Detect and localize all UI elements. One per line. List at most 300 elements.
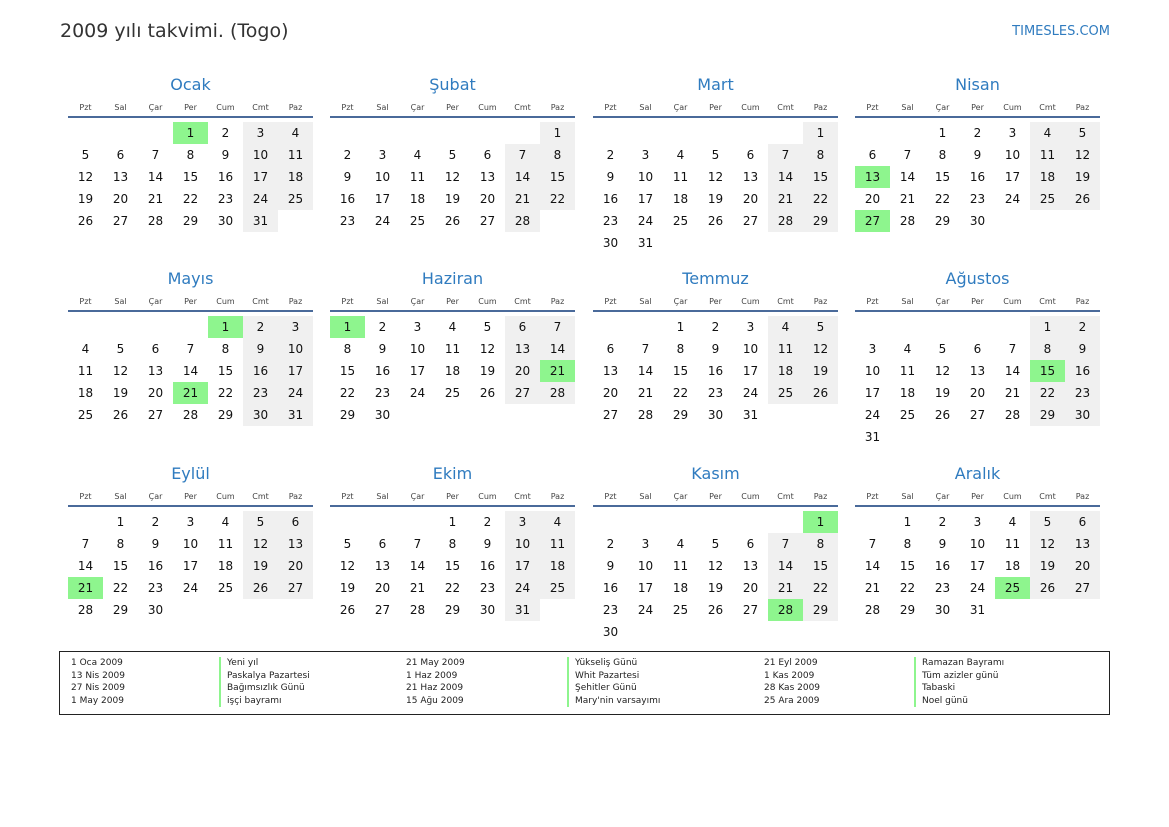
day-cell: 22 [444, 581, 461, 595]
days-grid [593, 122, 838, 254]
weekday-header [68, 98, 313, 118]
day-cell: 24 [374, 214, 391, 228]
day-cell: 1 [1030, 316, 1065, 338]
day-cell: 1 [116, 515, 125, 529]
day-cell: 11 [672, 559, 689, 573]
holiday-date: 1 Haz 2009 [406, 670, 458, 681]
month-calendar [68, 461, 313, 621]
empty-cell [663, 511, 698, 533]
holiday-date: 13 Nis 2009 [71, 670, 125, 681]
day-cell: 9 [1065, 338, 1100, 360]
month-title: Haziran [421, 269, 484, 288]
holiday-date: 1 Kas 2009 [764, 670, 815, 681]
holiday-name: Tabaski [914, 682, 1004, 695]
weekday-label: Pzt [341, 103, 354, 112]
day-cell: 29 [803, 210, 838, 232]
day-cell: 7 [768, 144, 803, 166]
day-cell: 29 [217, 408, 234, 422]
weekday-label: Paz [813, 492, 828, 501]
month-calendar [593, 266, 838, 426]
day-cell: 12 [112, 364, 129, 378]
weekday-label: Per [709, 103, 722, 112]
day-cell: 11 [1004, 537, 1021, 551]
weekday-label: Çar [148, 103, 163, 112]
day-cell: 5 [243, 511, 278, 533]
day-cell: 26 [707, 214, 724, 228]
day-cell: 19 [243, 555, 278, 577]
day-cell: 27 [505, 382, 540, 404]
day-cell: 13 [147, 364, 164, 378]
day-cell: 9 [243, 338, 278, 360]
day-cell: 20 [864, 192, 881, 206]
holiday-names-col-2 [567, 657, 660, 707]
holiday-day-cell: 15 [1030, 360, 1065, 382]
day-cell: 8 [938, 148, 947, 162]
weekday-label: Çar [935, 103, 950, 112]
weekday-label: Çar [673, 297, 688, 306]
day-cell: 17 [864, 386, 881, 400]
weekday-label: Cum [1003, 297, 1022, 306]
day-cell: 8 [221, 342, 230, 356]
holiday-day-cell: 1 [173, 122, 208, 144]
weekday-label: Per [971, 297, 984, 306]
weekday-label: Cum [216, 103, 235, 112]
month-calendar [330, 72, 575, 232]
day-cell: 26 [243, 577, 278, 599]
day-cell: 14 [409, 559, 426, 573]
day-cell: 4 [278, 122, 313, 144]
day-cell: 4 [81, 342, 90, 356]
day-cell: 19 [934, 386, 951, 400]
month-calendar [855, 72, 1100, 232]
weekday-label: Cmt [514, 492, 531, 501]
weekday-label: Per [184, 297, 197, 306]
day-cell: 28 [505, 210, 540, 232]
day-cell: 15 [934, 170, 951, 184]
empty-cell [628, 511, 663, 533]
day-cell: 20 [602, 386, 619, 400]
day-cell: 2 [973, 126, 982, 140]
day-cell: 22 [182, 192, 199, 206]
day-cell: 14 [1004, 364, 1021, 378]
day-cell: 19 [339, 581, 356, 595]
day-cell: 19 [803, 360, 838, 382]
weekday-label: Paz [1075, 103, 1090, 112]
day-cell: 27 [479, 214, 496, 228]
day-cell: 16 [707, 364, 724, 378]
day-cell: 15 [672, 364, 689, 378]
weekday-label: Paz [1075, 492, 1090, 501]
weekday-label: Sal [376, 492, 389, 501]
day-cell: 7 [868, 537, 877, 551]
day-cell: 4 [1008, 515, 1017, 529]
day-cell: 24 [637, 603, 654, 617]
day-cell: 20 [1065, 555, 1100, 577]
days-grid [68, 122, 313, 232]
day-cell: 5 [448, 148, 457, 162]
day-cell: 11 [1030, 144, 1065, 166]
day-cell: 25 [540, 577, 575, 599]
month-title: Kasım [691, 464, 740, 483]
day-cell: 8 [803, 533, 838, 555]
weekday-label: Cum [1003, 103, 1022, 112]
holiday-name: işçi bayramı [219, 695, 310, 708]
weekday-header [593, 487, 838, 507]
day-cell: 15 [182, 170, 199, 184]
day-cell: 2 [221, 126, 230, 140]
weekday-label: Çar [410, 297, 425, 306]
weekday-label: Sal [639, 492, 652, 501]
weekday-label: Per [446, 492, 459, 501]
day-cell: 26 [444, 214, 461, 228]
site-link[interactable]: TIMESLES.COM [1012, 24, 1110, 39]
day-cell: 3 [186, 515, 195, 529]
empty-cell [768, 511, 803, 533]
day-cell: 13 [602, 364, 619, 378]
day-cell: 16 [969, 170, 986, 184]
day-cell: 30 [479, 603, 496, 617]
day-cell: 1 [938, 126, 947, 140]
day-cell: 18 [217, 559, 234, 573]
holiday-day-cell: 1 [208, 316, 243, 338]
day-cell: 24 [409, 386, 426, 400]
weekday-label: Paz [813, 297, 828, 306]
day-cell: 25 [77, 408, 94, 422]
weekday-label: Cum [741, 297, 760, 306]
day-cell: 4 [448, 320, 457, 334]
day-cell: 22 [540, 188, 575, 210]
weekday-label: Çar [935, 492, 950, 501]
holiday-day-cell: 21 [68, 577, 103, 599]
empty-cell [103, 122, 138, 144]
day-cell: 2 [483, 515, 492, 529]
day-cell: 12 [77, 170, 94, 184]
day-cell: 12 [243, 533, 278, 555]
day-cell: 9 [151, 537, 160, 551]
day-cell: 17 [409, 364, 426, 378]
day-cell: 16 [479, 559, 496, 573]
holiday-date: 21 Eyl 2009 [764, 658, 818, 668]
day-cell: 5 [711, 537, 720, 551]
day-cell: 6 [746, 537, 755, 551]
weekday-label: Pzt [604, 297, 617, 306]
day-cell: 16 [602, 192, 619, 206]
day-cell: 27 [374, 603, 391, 617]
day-cell: 18 [444, 364, 461, 378]
day-cell: 14 [899, 170, 916, 184]
day-cell: 4 [903, 342, 912, 356]
day-cell: 9 [378, 342, 387, 356]
month-title: Eylül [171, 464, 210, 483]
day-cell: 3 [413, 320, 422, 334]
day-cell: 22 [803, 188, 838, 210]
day-cell: 30 [602, 625, 619, 639]
weekday-header [855, 292, 1100, 312]
day-cell: 28 [540, 382, 575, 404]
day-cell: 30 [934, 603, 951, 617]
weekday-label: Paz [550, 297, 565, 306]
empty-cell [890, 122, 925, 144]
day-cell: 30 [1065, 404, 1100, 426]
day-cell: 18 [540, 555, 575, 577]
day-cell: 19 [1030, 555, 1065, 577]
day-cell: 16 [243, 360, 278, 382]
day-cell: 23 [147, 581, 164, 595]
empty-cell [960, 316, 995, 338]
days-grid [68, 316, 313, 426]
day-cell: 18 [768, 360, 803, 382]
day-cell: 16 [217, 170, 234, 184]
day-cell: 19 [1065, 166, 1100, 188]
day-cell: 2 [243, 316, 278, 338]
weekday-label: Cum [478, 297, 497, 306]
holiday-name: Mary'nin varsayımı [567, 695, 660, 708]
day-cell: 30 [602, 236, 619, 250]
day-cell: 1 [803, 122, 838, 144]
day-cell: 26 [707, 603, 724, 617]
day-cell: 17 [374, 192, 391, 206]
day-cell: 25 [768, 382, 803, 404]
empty-cell [733, 122, 768, 144]
day-cell: 6 [116, 148, 125, 162]
day-cell: 6 [868, 148, 877, 162]
day-cell: 17 [742, 364, 759, 378]
day-cell: 28 [77, 603, 94, 617]
month-calendar [68, 266, 313, 426]
day-cell: 6 [1065, 511, 1100, 533]
day-cell: 29 [1030, 404, 1065, 426]
holiday-names-col-3 [914, 657, 1004, 707]
day-cell: 20 [479, 192, 496, 206]
day-cell: 31 [864, 430, 881, 444]
day-cell: 11 [77, 364, 94, 378]
weekday-label: Sal [114, 103, 127, 112]
day-cell: 12 [444, 170, 461, 184]
day-cell: 23 [602, 603, 619, 617]
day-cell: 20 [742, 581, 759, 595]
weekday-label: Cum [741, 492, 760, 501]
day-cell: 10 [637, 170, 654, 184]
empty-cell [855, 122, 890, 144]
day-cell: 28 [899, 214, 916, 228]
day-cell: 6 [483, 148, 492, 162]
day-cell: 23 [243, 382, 278, 404]
day-cell: 10 [278, 338, 313, 360]
empty-cell [855, 511, 890, 533]
day-cell: 23 [1065, 382, 1100, 404]
holiday-name: Yükseliş Günü [567, 657, 660, 670]
empty-cell [330, 511, 365, 533]
day-cell: 8 [903, 537, 912, 551]
weekday-label: Paz [288, 492, 303, 501]
day-cell: 8 [116, 537, 125, 551]
day-cell: 17 [1004, 170, 1021, 184]
days-grid [330, 122, 575, 232]
day-cell: 25 [672, 214, 689, 228]
weekday-label: Pzt [79, 297, 92, 306]
weekday-label: Cum [478, 492, 497, 501]
day-cell: 27 [1065, 577, 1100, 599]
day-cell: 3 [278, 316, 313, 338]
day-cell: 30 [969, 214, 986, 228]
day-cell: 12 [934, 364, 951, 378]
day-cell: 29 [112, 603, 129, 617]
holiday-name: Paskalya Pazartesi [219, 670, 310, 683]
empty-cell [593, 122, 628, 144]
day-cell: 19 [444, 192, 461, 206]
weekday-label: Cmt [514, 297, 531, 306]
day-cell: 5 [81, 148, 90, 162]
day-cell: 21 [1004, 386, 1021, 400]
month-calendar [593, 72, 838, 254]
empty-cell [925, 316, 960, 338]
day-cell: 3 [243, 122, 278, 144]
month-calendar [855, 266, 1100, 448]
holiday-date: 28 Kas 2009 [764, 683, 821, 693]
day-cell: 15 [803, 166, 838, 188]
day-cell: 1 [903, 515, 912, 529]
day-cell: 4 [221, 515, 230, 529]
holiday-day-cell: 1 [803, 511, 838, 533]
day-cell: 27 [742, 603, 759, 617]
day-cell: 22 [1030, 382, 1065, 404]
holiday-date: 1 May 2009 [71, 695, 124, 706]
day-cell: 19 [479, 364, 496, 378]
empty-cell [628, 122, 663, 144]
day-cell: 5 [1030, 511, 1065, 533]
holiday-list [59, 651, 1110, 715]
day-cell: 23 [969, 192, 986, 206]
empty-cell [890, 316, 925, 338]
day-cell: 11 [540, 533, 575, 555]
day-cell: 29 [672, 408, 689, 422]
holiday-dates-col-2 [406, 657, 465, 707]
day-cell: 6 [378, 537, 387, 551]
empty-cell [365, 511, 400, 533]
day-cell: 7 [540, 316, 575, 338]
day-cell: 30 [707, 408, 724, 422]
day-cell: 22 [339, 386, 356, 400]
day-cell: 13 [969, 364, 986, 378]
weekday-header [330, 487, 575, 507]
holiday-day-cell: 13 [855, 166, 890, 188]
day-cell: 2 [343, 148, 352, 162]
day-cell: 9 [483, 537, 492, 551]
day-cell: 5 [938, 342, 947, 356]
day-cell: 21 [768, 188, 803, 210]
day-cell: 13 [505, 338, 540, 360]
weekday-label: Cmt [252, 297, 269, 306]
day-cell: 24 [864, 408, 881, 422]
day-cell: 28 [409, 603, 426, 617]
empty-cell [435, 122, 470, 144]
day-cell: 15 [803, 555, 838, 577]
weekday-label: Paz [288, 297, 303, 306]
empty-cell [68, 511, 103, 533]
day-cell: 23 [602, 214, 619, 228]
day-cell: 13 [278, 533, 313, 555]
day-cell: 29 [339, 408, 356, 422]
days-grid [855, 316, 1100, 448]
day-cell: 28 [182, 408, 199, 422]
day-cell: 16 [339, 192, 356, 206]
day-cell: 22 [934, 192, 951, 206]
day-cell: 26 [1030, 577, 1065, 599]
empty-cell [173, 316, 208, 338]
day-cell: 8 [186, 148, 195, 162]
day-cell: 26 [339, 603, 356, 617]
day-cell: 10 [505, 533, 540, 555]
empty-cell [400, 122, 435, 144]
month-calendar [593, 461, 838, 643]
day-cell: 9 [711, 342, 720, 356]
holiday-date: 21 May 2009 [406, 658, 465, 668]
day-cell: 10 [1004, 148, 1021, 162]
day-cell: 18 [77, 386, 94, 400]
day-cell: 12 [707, 170, 724, 184]
month-title: Temmuz [682, 269, 749, 288]
day-cell: 3 [378, 148, 387, 162]
day-cell: 31 [637, 236, 654, 250]
holiday-day-cell: 27 [855, 210, 890, 232]
day-cell: 10 [637, 559, 654, 573]
empty-cell [138, 122, 173, 144]
day-cell: 6 [278, 511, 313, 533]
day-cell: 3 [1008, 126, 1017, 140]
day-cell: 28 [1004, 408, 1021, 422]
month-title: Mayıs [167, 269, 214, 288]
weekday-label: Sal [639, 103, 652, 112]
weekday-header [855, 487, 1100, 507]
day-cell: 24 [637, 214, 654, 228]
weekday-label: Pzt [604, 492, 617, 501]
day-cell: 3 [746, 320, 755, 334]
days-grid [593, 316, 838, 426]
weekday-label: Pzt [866, 103, 879, 112]
day-cell: 4 [540, 511, 575, 533]
day-cell: 31 [505, 599, 540, 621]
day-cell: 1 [676, 320, 685, 334]
holiday-day-cell: 25 [995, 577, 1030, 599]
day-cell: 13 [742, 170, 759, 184]
weekday-label: Pzt [866, 297, 879, 306]
day-cell: 11 [768, 338, 803, 360]
weekday-label: Cmt [1039, 103, 1056, 112]
weekday-label: Per [709, 492, 722, 501]
weekday-label: Per [184, 492, 197, 501]
day-cell: 7 [505, 144, 540, 166]
holiday-date: 25 Ara 2009 [764, 695, 820, 706]
weekday-label: Cmt [252, 492, 269, 501]
day-cell: 31 [243, 210, 278, 232]
day-cell: 14 [77, 559, 94, 573]
month-title: Mart [697, 75, 734, 94]
day-cell: 25 [672, 603, 689, 617]
day-cell: 17 [637, 581, 654, 595]
weekday-label: Pzt [79, 492, 92, 501]
holiday-date: 27 Nis 2009 [71, 683, 125, 693]
empty-cell [628, 316, 663, 338]
empty-cell [365, 122, 400, 144]
weekday-label: Cmt [1039, 297, 1056, 306]
weekday-label: Pzt [604, 103, 617, 112]
empty-cell [330, 122, 365, 144]
holiday-date: 1 Oca 2009 [71, 658, 123, 668]
day-cell: 6 [746, 148, 755, 162]
day-cell: 29 [803, 599, 838, 621]
weekday-label: Sal [901, 492, 914, 501]
weekday-label: Per [446, 297, 459, 306]
